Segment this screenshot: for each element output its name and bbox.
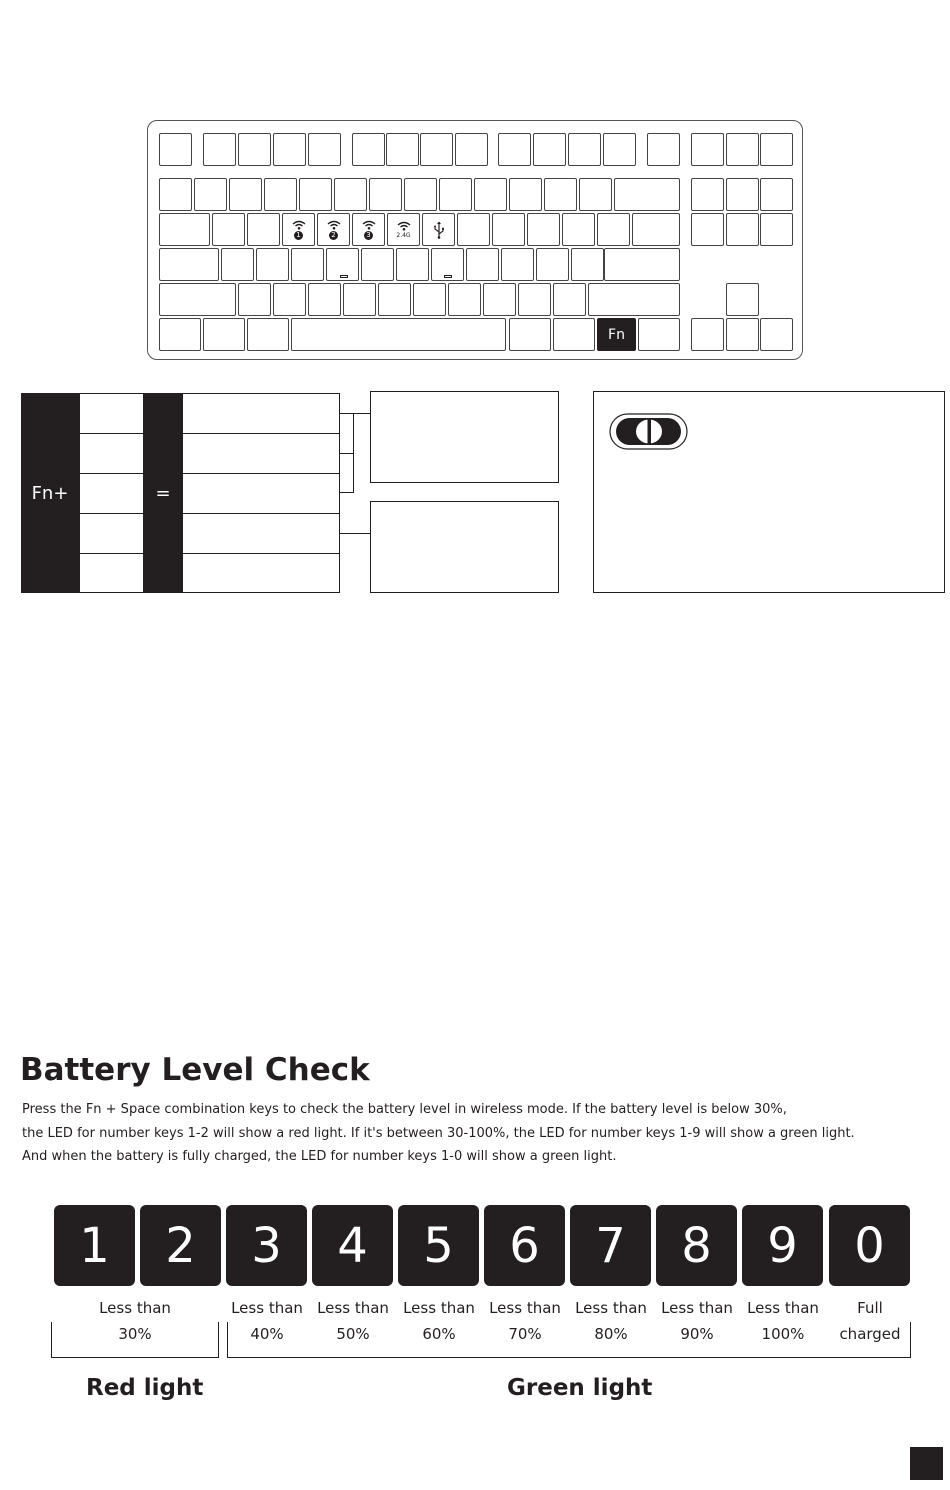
key (352, 133, 385, 166)
key-bt3 (352, 213, 385, 246)
key (483, 283, 516, 316)
keyboard-diagram (147, 120, 803, 360)
combo-result-cell (182, 433, 340, 474)
key (501, 248, 534, 281)
key (553, 283, 586, 316)
key (221, 248, 254, 281)
key (647, 133, 680, 166)
key (527, 213, 560, 246)
connector-line (340, 492, 354, 493)
key-j (431, 248, 464, 281)
key (760, 213, 793, 246)
combo-result-cell (182, 513, 340, 554)
key (603, 133, 636, 166)
level-label (396, 1295, 482, 1347)
key (439, 178, 472, 211)
combo-result-cell (182, 393, 340, 434)
level-label (654, 1295, 740, 1347)
key-usb (422, 213, 455, 246)
level-line1: Less than (99, 1299, 171, 1317)
section-title: Battery Level Check (20, 1052, 370, 1088)
connector-line (353, 413, 354, 493)
key (691, 133, 724, 166)
paragraph-line: the LED for number keys 1-2 will show a red light. If it's between 30-100%, the LED for number keys 1-9 will show a green light. (22, 1126, 855, 1141)
level-line2: 70% (508, 1325, 542, 1343)
level-label (310, 1295, 396, 1347)
green-bracket-right (910, 1322, 911, 1358)
level-label (827, 1295, 913, 1347)
channel-number: 2 (329, 231, 338, 240)
key-2.4g (387, 213, 420, 246)
level-line1: Less than (661, 1299, 733, 1317)
key (273, 133, 306, 166)
number-key-4: 4 (312, 1205, 393, 1286)
combo-key-cell (79, 433, 144, 474)
level-label (568, 1295, 654, 1347)
key (308, 283, 341, 316)
key (299, 178, 332, 211)
level-line2: 90% (680, 1325, 714, 1343)
key-menu (553, 318, 595, 351)
level-line2: charged (839, 1325, 901, 1343)
level-line1: Full (857, 1299, 883, 1317)
key (509, 178, 542, 211)
key (159, 178, 192, 211)
key (760, 133, 793, 166)
number-key-0: 0 (829, 1205, 910, 1286)
key (518, 283, 551, 316)
red-light-label: Red light (86, 1375, 204, 1401)
key-arrow-left (691, 318, 724, 351)
level-line1: Less than (231, 1299, 303, 1317)
key (457, 213, 490, 246)
key (194, 178, 227, 211)
green-bracket-left (227, 1322, 228, 1358)
key (420, 133, 453, 166)
key (369, 178, 402, 211)
paragraph-line: And when the battery is fully charged, the LED for number keys 1-0 will show a green light. (22, 1149, 617, 1164)
level-line2: 50% (336, 1325, 370, 1343)
key (203, 133, 236, 166)
key (474, 178, 507, 211)
key-fn: Fn (597, 318, 636, 351)
level-line1: Less than (317, 1299, 389, 1317)
connector-line (340, 453, 354, 454)
fn-prefix: Fn+ (31, 482, 69, 504)
key (492, 213, 525, 246)
key-backspace (614, 178, 680, 211)
key (726, 213, 759, 246)
key-arrow-up (726, 283, 759, 316)
key (264, 178, 297, 211)
key-left-shift (159, 283, 236, 316)
key-esc (159, 133, 192, 166)
wifi-icon (362, 220, 376, 230)
green-bracket-bottom (227, 1357, 911, 1358)
key (448, 283, 481, 316)
key (691, 213, 724, 246)
channel-number: 3 (364, 231, 373, 240)
connector-line (340, 413, 354, 414)
level-label (224, 1295, 310, 1347)
key (571, 248, 604, 281)
key-win (203, 318, 245, 351)
red-bracket-bottom (51, 1357, 219, 1358)
key (597, 213, 630, 246)
paragraph-line: Press the Fn + Space combination keys to check the battery level in wireless mode. If the battery level is below 30%, (22, 1102, 787, 1117)
key (455, 133, 488, 166)
key-arrow-down (726, 318, 759, 351)
number-key-8: 8 (656, 1205, 737, 1286)
key-capslock (159, 248, 219, 281)
key (273, 283, 306, 316)
key (396, 248, 429, 281)
key (536, 248, 569, 281)
combo-result-cell (182, 473, 340, 514)
key (291, 248, 324, 281)
fn-prefix-column (21, 393, 79, 593)
key-f (326, 248, 359, 281)
key-tab (159, 213, 210, 246)
combo-key-cell (79, 513, 144, 554)
number-key-1: 1 (54, 1205, 135, 1286)
number-key-2: 2 (140, 1205, 221, 1286)
level-line1: Less than (489, 1299, 561, 1317)
level-label (740, 1295, 826, 1347)
usb-icon (433, 221, 445, 239)
level-line2: 30% (118, 1325, 152, 1343)
channel-number: 1 (294, 231, 303, 240)
key (308, 133, 341, 166)
equals-sign: = (155, 482, 171, 504)
key (533, 133, 566, 166)
key (378, 283, 411, 316)
key (568, 133, 601, 166)
key (413, 283, 446, 316)
connector-line (353, 413, 371, 414)
key (498, 133, 531, 166)
key-ctrl (159, 318, 201, 351)
level-line2: 40% (250, 1325, 284, 1343)
key (562, 213, 595, 246)
key (466, 248, 499, 281)
key-enter (604, 248, 680, 281)
level-line1: Less than (747, 1299, 819, 1317)
red-bracket-left (51, 1322, 52, 1358)
level-line2: 100% (761, 1325, 805, 1343)
note-box-bottom (370, 501, 559, 593)
wifi-icon (397, 221, 411, 231)
info-box (593, 391, 945, 593)
key (579, 178, 612, 211)
key-ctrl-right (638, 318, 680, 351)
combo-key-cell (79, 553, 144, 593)
level-line2: 80% (594, 1325, 628, 1343)
key (386, 133, 419, 166)
home-bump (340, 275, 348, 278)
key (334, 178, 367, 211)
wireless-label: 2.4G (396, 231, 411, 239)
combo-result-cell (182, 553, 340, 593)
key-space (291, 318, 506, 351)
key-bt1 (282, 213, 315, 246)
combo-key-cell (79, 393, 144, 434)
key (247, 213, 280, 246)
page-corner-marker (910, 1447, 943, 1480)
note-box-top (370, 391, 559, 483)
key (760, 178, 793, 211)
key (691, 178, 724, 211)
level-label (482, 1295, 568, 1347)
key (726, 133, 759, 166)
key-right-shift (588, 283, 680, 316)
level-line2: 60% (422, 1325, 456, 1343)
number-key-5: 5 (398, 1205, 479, 1286)
number-key-3: 3 (226, 1205, 307, 1286)
key (544, 178, 577, 211)
number-key-6: 6 (484, 1205, 565, 1286)
number-key-7: 7 (570, 1205, 651, 1286)
key (238, 133, 271, 166)
level-label (92, 1295, 178, 1347)
key-bt2 (317, 213, 350, 246)
wifi-icon (292, 220, 306, 230)
key (343, 283, 376, 316)
wifi-icon (327, 220, 341, 230)
key (256, 248, 289, 281)
level-line1: Less than (575, 1299, 647, 1317)
equals-column (143, 393, 183, 593)
knob-icon (609, 412, 689, 452)
key (361, 248, 394, 281)
key-backslash (632, 213, 680, 246)
number-key-9: 9 (742, 1205, 823, 1286)
key-arrow-right (760, 318, 793, 351)
key (404, 178, 437, 211)
red-bracket-right (218, 1322, 219, 1358)
key (726, 178, 759, 211)
key (229, 178, 262, 211)
key-alt-right (509, 318, 551, 351)
key-alt (247, 318, 289, 351)
key (238, 283, 271, 316)
home-bump (444, 275, 452, 278)
key (212, 213, 245, 246)
green-light-label: Green light (507, 1375, 653, 1401)
level-line1: Less than (403, 1299, 475, 1317)
combo-key-cell (79, 473, 144, 514)
connector-line (340, 533, 371, 534)
